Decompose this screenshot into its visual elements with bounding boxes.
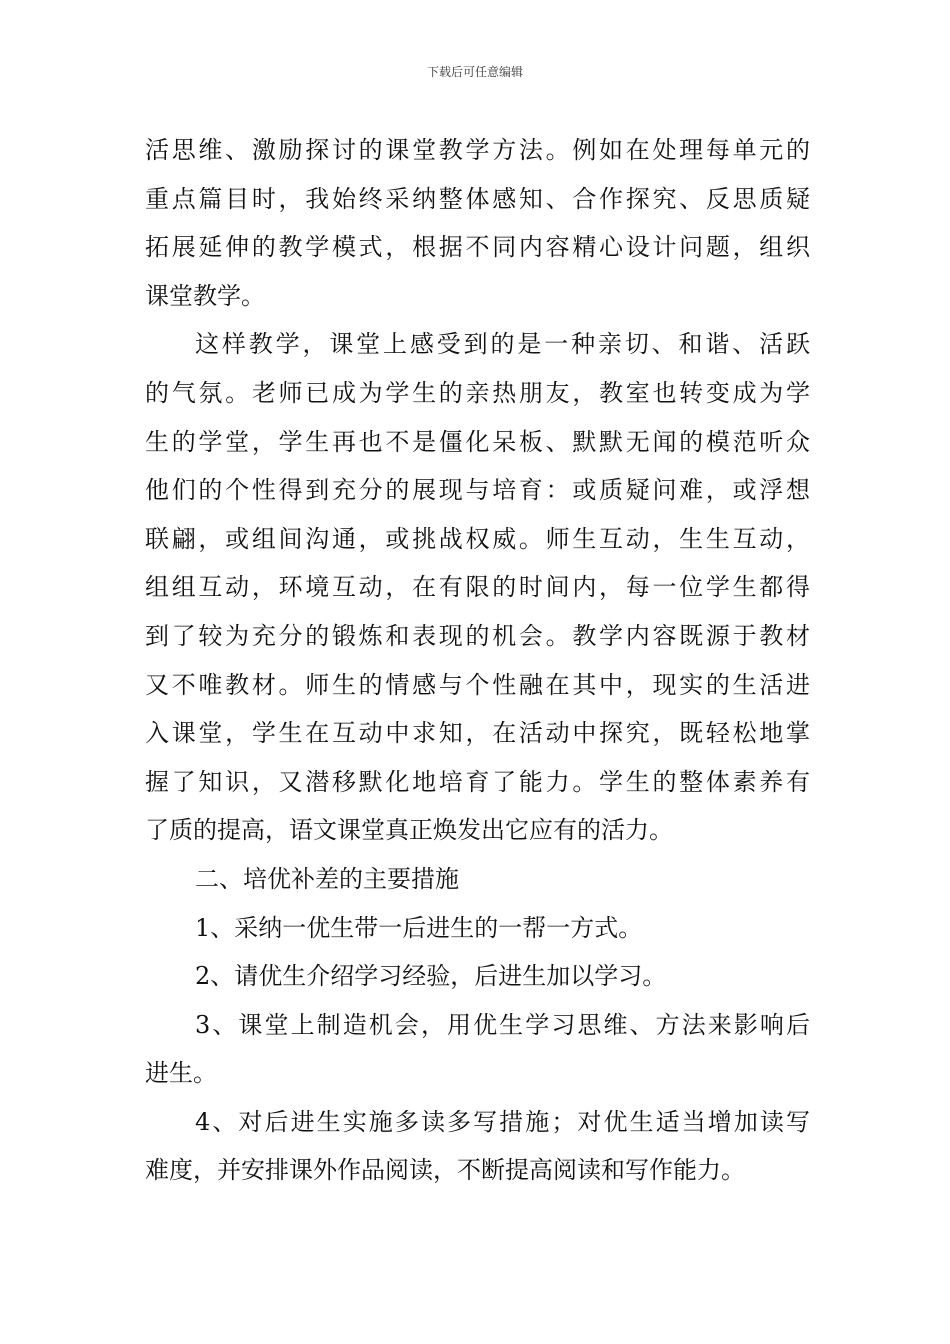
text-line: 组组互动，环境互动，在有限的时间内，每一位学生都得 <box>145 573 810 602</box>
text-line: 生的学堂，学生再也不是僵化呆板、默默无闻的模范听众 <box>145 427 810 456</box>
text-line: 联翩，或组间沟通，或挑战权威。师生互动，生生互动， <box>145 524 810 553</box>
page-header: 下载后可任意编辑 <box>426 65 523 79</box>
list-item: 3、课堂上制造机会，用优生学习思维、方法来影响后 <box>195 1010 810 1039</box>
text-line: 活思维、激励探讨的课堂教学方法。例如在处理每单元的 <box>145 136 810 164</box>
text-line: 进生。 <box>145 1059 217 1088</box>
document-body <box>145 126 810 1195</box>
text-line: 又不唯教材。师生的情感与个性融在其中，现实的生活进 <box>145 670 810 699</box>
text-line: 的气氛。老师已成为学生的亲热朋友，教室也转变成为学 <box>145 378 810 407</box>
text-line: 拓展延伸的教学模式，根据不同内容精心设计问题，组织 <box>145 233 810 262</box>
list-item: 1、采纳一优生带一后进生的一帮一方式。 <box>195 913 643 942</box>
text-line: 他们的个性得到充分的展现与培育：或质疑问难，或浮想 <box>145 476 810 505</box>
list-item: 2、请优生介绍学习经验，后进生加以学习。 <box>195 962 667 991</box>
text-line: 难度，并安排课外作品阅读，不断提高阅读和写作能力。 <box>145 1156 745 1185</box>
section-heading: 二、培优补差的主要措施 <box>195 864 459 893</box>
list-item: 4、对后进生实施多读多写措施；对优生适当增加读写 <box>195 1107 810 1136</box>
text-line: 这样教学，课堂上感受到的是一种亲切、和谐、活跃 <box>195 330 810 359</box>
text-line: 了质的提高，语文课堂真正焕发出它应有的活力。 <box>145 816 673 845</box>
text-line: 课堂教学。 <box>145 281 265 310</box>
text-line: 到了较为充分的锻炼和表现的机会。教学内容既源于教材 <box>145 621 810 650</box>
text-line: 握了知识，又潜移默化地培育了能力。学生的整体素养有 <box>145 767 810 796</box>
text-line: 重点篇目时，我始终采纳整体感知、合作探究、反思质疑 <box>145 184 810 213</box>
text-line: 入课堂，学生在互动中求知，在活动中探究，既轻松地掌 <box>145 719 810 748</box>
